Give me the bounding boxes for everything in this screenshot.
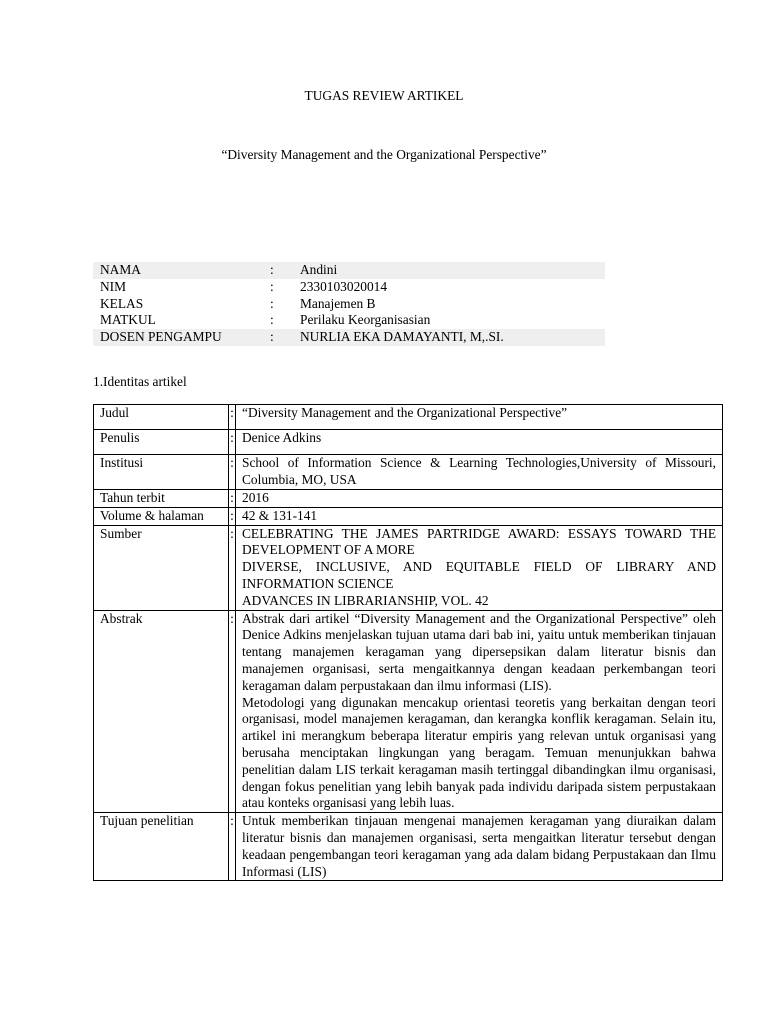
student-colon: :: [270, 295, 274, 311]
row-colon: :: [229, 430, 236, 455]
student-value: 2330103020014: [300, 278, 388, 294]
student-value: Andini: [300, 262, 605, 279]
row-colon: :: [229, 405, 236, 430]
student-colon: :: [270, 278, 274, 294]
table-row-tahun: [94, 490, 723, 508]
table-row-volume: [94, 507, 723, 525]
student-value: Perilaku Keorganisasian: [300, 312, 431, 328]
row-colon: :: [229, 507, 236, 525]
student-value: Manajemen B: [300, 295, 376, 311]
student-row-nama: [93, 262, 605, 279]
student-row-nim: [93, 279, 605, 296]
sumber-line: DIVERSE, INCLUSIVE, AND EQUITABLE FIELD OF LIBRARY AND INFORMATION SCIENCE: [242, 559, 716, 591]
student-identity-table: [93, 262, 605, 346]
row-label: Volume & halaman: [94, 507, 229, 525]
section-heading: 1.Identitas artikel: [93, 374, 187, 389]
student-row-kelas: [93, 296, 605, 313]
row-label: Sumber: [94, 525, 229, 610]
student-colon: :: [270, 312, 274, 328]
row-value: Denice Adkins: [236, 430, 723, 455]
row-value: 42 & 131-141: [236, 507, 723, 525]
student-label: KELAS: [100, 295, 144, 311]
row-colon: :: [229, 525, 236, 610]
row-label: Tahun terbit: [94, 490, 229, 508]
row-value: 2016: [236, 490, 723, 508]
table-row-sumber: [94, 525, 723, 610]
row-value: [236, 525, 723, 610]
table-row-penulis: [94, 430, 723, 455]
row-label: Penulis: [94, 430, 229, 455]
row-colon: :: [229, 455, 236, 490]
row-value: Untuk memberikan tinjauan mengenai manajemen keragaman yang diuraikan dalam literatur bisnis dan manajemen organisasi, serta mengaitkan literatur tersebut dengan keadaan pengembangan teori keragaman yang ada dalam bidang Perpustakaan dan Ilmu Informasi (LIS): [236, 813, 723, 881]
abstrak-paragraph: Metodologi yang digunakan mencakup orientasi teoretis yang berkaitan dengan teori organisasi, model manajemen keragaman, dan kerangka konflik keragaman. Selain itu, artikel ini merangkum beberapa literatur empiris yang relevan untuk organisasi yang berusaha menciptakan lingkungan yang beragam. Temuan menunjukkan bahwa penelitian dalam LIS terkait keragaman masih tertinggal dibandingkan ilmu organisasi, dengan fokus penelitian yang lebih banyak pada individu daripada sistem perpustakaan atau konteks organisasi yang lebih luas.: [242, 694, 716, 811]
row-colon: :: [229, 610, 236, 813]
row-label: Institusi: [94, 455, 229, 490]
student-label: MATKUL: [100, 312, 156, 328]
row-value: “Diversity Management and the Organizational Perspective”: [236, 405, 723, 430]
table-row-abstrak: [94, 610, 723, 813]
row-colon: :: [229, 813, 236, 881]
row-colon: :: [229, 490, 236, 508]
student-label: NAMA: [93, 262, 270, 279]
student-row-matkul: [93, 312, 605, 329]
page-title: TUGAS REVIEW ARTIKEL: [304, 88, 464, 103]
student-label: NIM: [100, 278, 127, 294]
article-identity-table: [93, 404, 723, 881]
row-value: [236, 610, 723, 813]
abstrak-paragraph: Abstrak dari artikel “Diversity Management and the Organizational Perspective” oleh Denice Adkins menjelaskan tujuan utama dari bab ini, yaitu untuk memberikan tinjauan tentang manajemen keragaman yang dipersepsikan dalam literatur bisnis dan manajemen organisasi, serta mengaitkannya dengan keadaan perkembangan teori keragaman dalam perpustakaan dan ilmu informasi (LIS).: [242, 610, 716, 693]
table-row-tujuan: [94, 813, 723, 881]
row-label: Judul: [94, 405, 229, 430]
article-title: “Diversity Management and the Organizational Perspective”: [221, 147, 547, 162]
table-row-judul: [94, 405, 723, 430]
student-label: DOSEN PENGAMPU: [93, 329, 270, 346]
student-row-dosen: [93, 329, 605, 346]
row-value: School of Information Science & Learning Technologies,University of Missouri, Columbia, MO, USA: [236, 455, 723, 490]
student-colon: :: [270, 329, 300, 346]
row-label: Abstrak: [94, 610, 229, 813]
table-row-institusi: [94, 455, 723, 490]
sumber-line: ADVANCES IN LIBRARIANSHIP, VOL. 42: [242, 592, 489, 608]
row-label: Tujuan penelitian: [94, 813, 229, 881]
student-value: NURLIA EKA DAMAYANTI, M,.SI.: [300, 329, 605, 346]
student-colon: :: [270, 262, 300, 279]
sumber-line: CELEBRATING THE JAMES PARTRIDGE AWARD: ESSAYS TOWARD THE DEVELOPMENT OF A MORE: [242, 525, 716, 558]
